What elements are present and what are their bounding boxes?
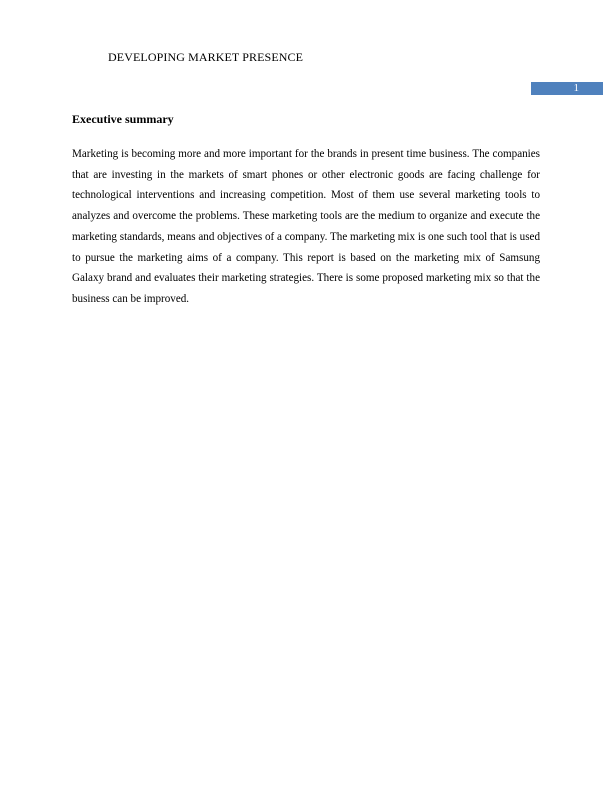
body-paragraph: Marketing is becoming more and more important for the brands in present time business. The companies that are investing in the markets of smart phones or other electronic goods are facing challenge for technological interventions and increasing competition. Most of them use several marketing tools to analyzes and overcome the problems. These marketing tools are the medium to organize and execute the marketing standards, means and objectives of a company. The marketing mix is one such tool that is used to pursue the marketing aims of a company. This report is based on the marketing mix of Samsung Galaxy brand and evaluates their marketing strategies. There is some proposed marketing mix so that the business can be improved. [72,148,540,305]
page-number-badge: 1 [531,82,603,95]
running-header-title: DEVELOPING MARKET PRESENCE [108,50,304,64]
section-heading: Executive summary [72,112,174,126]
